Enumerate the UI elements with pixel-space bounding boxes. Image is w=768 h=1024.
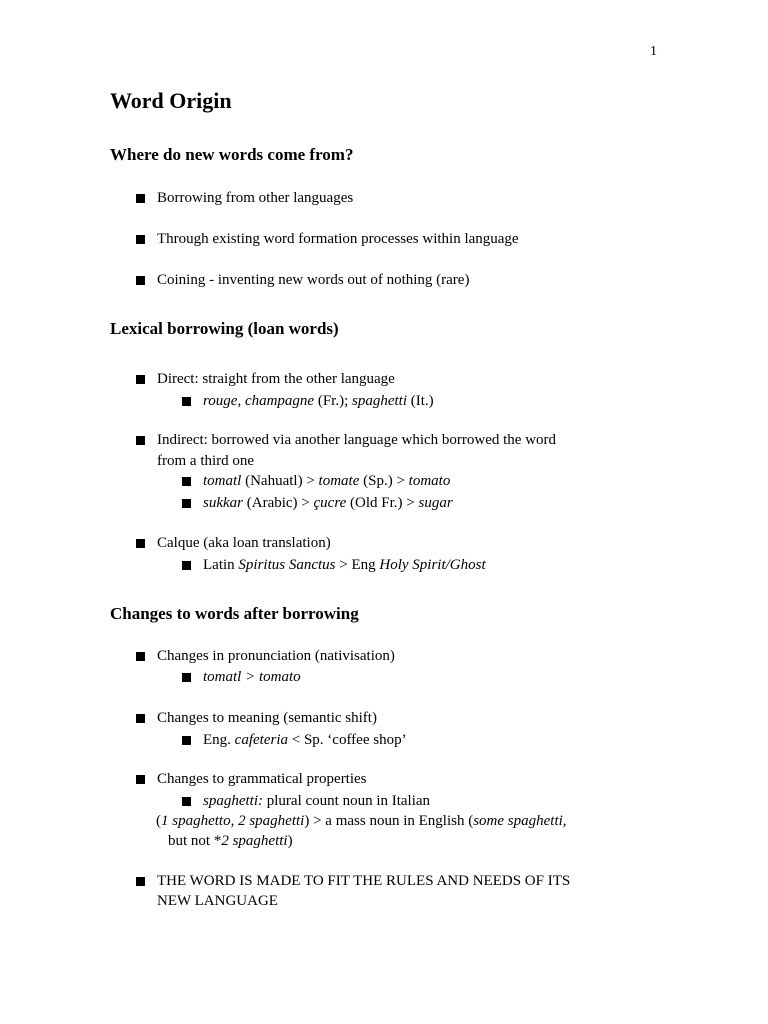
sub-bullet-icon	[182, 736, 191, 745]
bullet-icon	[136, 436, 145, 445]
list-item-direct: Direct: straight from the other language	[157, 371, 395, 387]
bullet-icon	[136, 375, 145, 384]
sub-item-pronunciation-example: tomatl > tomato	[203, 669, 301, 685]
sub-bullet-icon	[182, 561, 191, 570]
bullet-icon	[136, 877, 145, 886]
list-item: Borrowing from other languages	[157, 190, 354, 206]
list-item-grammar: Changes to grammatical properties	[157, 771, 367, 787]
bullet-icon	[136, 276, 145, 285]
list-item-indirect: Indirect: borrowed via another language which borrowed the word	[157, 432, 557, 448]
sub-bullet-icon	[182, 499, 191, 508]
bullet-icon	[136, 652, 145, 661]
sub-item-grammar-example: spaghetti: plural count noun in Italian	[203, 793, 431, 809]
sub-item-calque-example: Latin Spiritus Sanctus > Eng Holy Spirit/Ghost	[203, 557, 486, 573]
page-number: 1	[650, 44, 657, 59]
list-item-pronunciation: Changes in pronunciation (nativisation)	[157, 648, 395, 664]
sub-bullet-icon	[182, 397, 191, 406]
list-item-final: THE WORD IS MADE TO FIT THE RULES AND NEEDS OF ITS	[157, 873, 571, 889]
list-item-calque: Calque (aka loan translation)	[157, 535, 331, 551]
sub-bullet-icon	[182, 797, 191, 806]
list-item: Through existing word formation processes within language	[157, 231, 519, 247]
list-item-meaning: Changes to meaning (semantic shift)	[157, 710, 377, 726]
bullet-icon	[136, 194, 145, 203]
section-heading-changes: Changes to words after borrowing	[110, 604, 359, 623]
list-item-indirect-cont: from a third one	[157, 453, 255, 469]
bullet-icon	[136, 714, 145, 723]
section-heading-lexical-borrowing: Lexical borrowing (loan words)	[110, 319, 339, 338]
grammar-example-line-2: (1 spaghetto, 2 spaghetti) > a mass noun in English (some spaghetti,	[156, 813, 567, 829]
sub-item-sugar-example: sukkar (Arabic) > çucre (Old Fr.) > sugar	[203, 495, 453, 511]
grammar-example-line-3: but not *2 spaghetti)	[168, 833, 293, 849]
page-title: Word Origin	[110, 88, 232, 113]
sub-item-direct-example: rouge, champagne (Fr.); spaghetti (It.)	[203, 393, 434, 409]
bullet-icon	[136, 235, 145, 244]
section-heading-origins: Where do new words come from?	[110, 145, 354, 164]
list-item: Coining - inventing new words out of nothing (rare)	[157, 272, 470, 288]
bullet-icon	[136, 775, 145, 784]
bullet-icon	[136, 539, 145, 548]
sub-bullet-icon	[182, 477, 191, 486]
list-item-final-cont: NEW LANGUAGE	[157, 893, 278, 909]
sub-item-meaning-example: Eng. cafeteria < Sp. ‘coffee shop’	[203, 732, 407, 748]
sub-bullet-icon	[182, 673, 191, 682]
sub-item-tomato-example: tomatl (Nahuatl) > tomate (Sp.) > tomato	[203, 473, 451, 489]
